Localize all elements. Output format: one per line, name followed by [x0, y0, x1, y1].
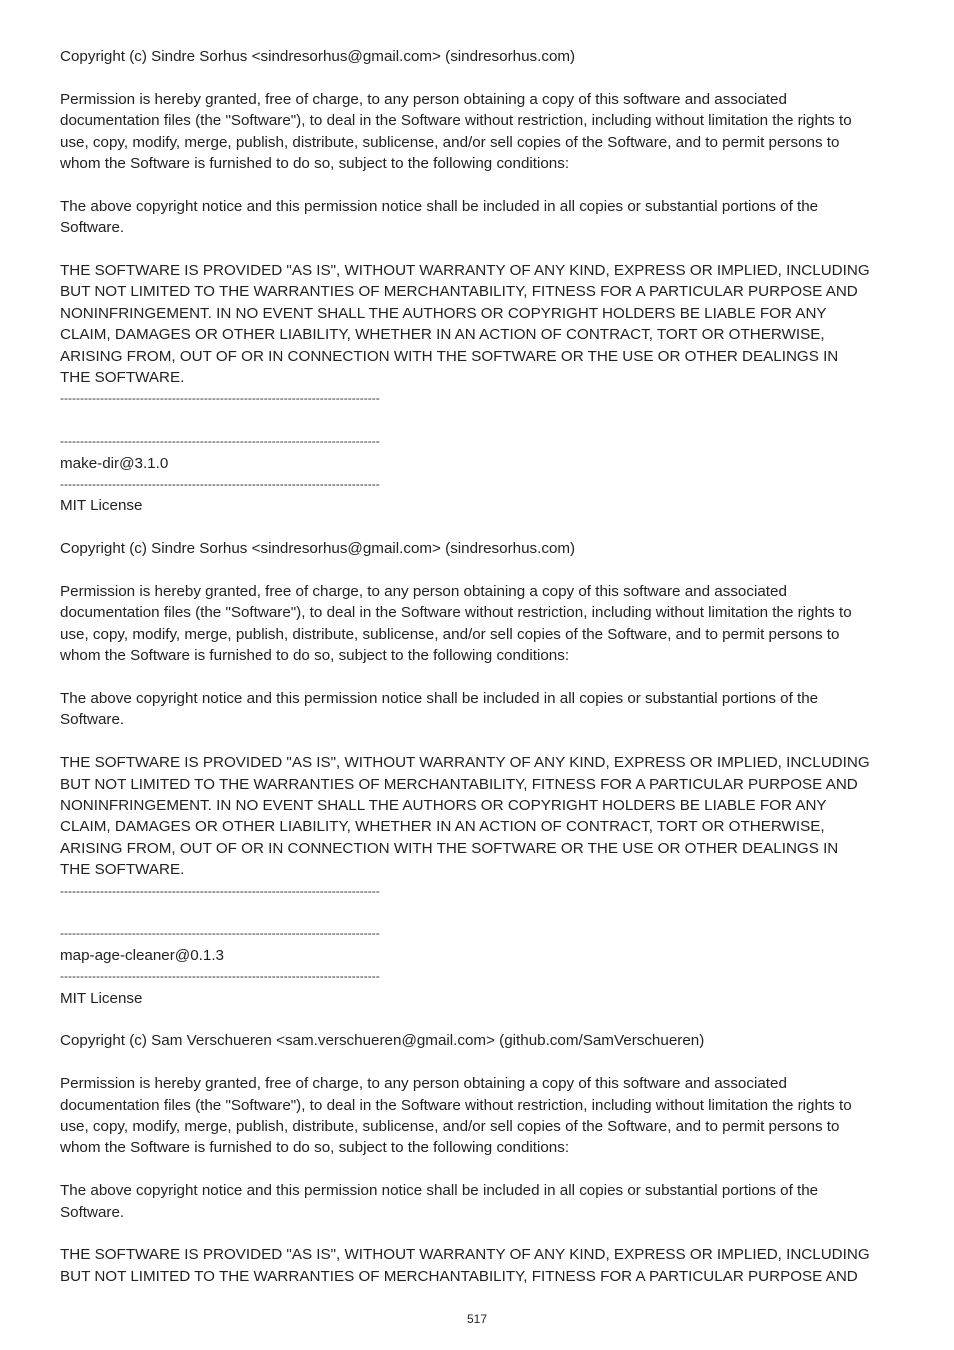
warranty-paragraph: THE SOFTWARE IS PROVIDED "AS IS", WITHOUT WARRANTY OF ANY KIND, EXPRESS OR IMPLIED, INCLUDING BUT NOT LIMITED TO THE WARRANTIES OF MERCHANTABILITY, FITNESS FOR A PARTICULAR PURPOSE AND	[60, 1246, 870, 1285]
permission-paragraph: Permission is hereby granted, free of charge, to any person obtaining a copy of this software and associated documentation files (the "Software"), to deal in the Software without restriction, including without limitation the rights to use, copy, modify, merge, publish, distribute, sublicense, and/or sell copies of the Software, and to permit persons to whom the Software is furnished to do so, subject to the following conditions:	[60, 1075, 852, 1157]
package-name: map-age-cleaner@0.1.3	[60, 946, 225, 964]
copyright-line: Copyright (c) Sam Verschueren <sam.verschueren@gmail.com> (github.com/SamVerschueren)	[60, 1032, 705, 1050]
notice-paragraph: The above copyright notice and this permission notice shall be included in all copies or substantial portions of the Software.	[60, 197, 819, 237]
separator-line: --------------------------------------------------------------------------------	[60, 477, 380, 492]
separator-line: --------------------------------------------------------------------------------	[60, 434, 380, 449]
notice-paragraph: The above copyright notice and this permission notice shall be included in all copies or substantial portions of the Software.	[60, 1182, 819, 1221]
copyright-line: Copyright (c) Sindre Sorhus <sindresorhus@gmail.com> (sindresorhus.com)	[60, 540, 576, 558]
page-number: 517	[466, 1312, 488, 1326]
copyright-line: Copyright (c) Sindre Sorhus <sindresorhus@gmail.com> (sindresorhus.com)	[60, 48, 576, 65]
notice-paragraph: The above copyright notice and this permission notice shall be included in all copies or substantial portions of the Software.	[60, 690, 819, 729]
blank-line	[60, 902, 910, 923]
separator-line: --------------------------------------------------------------------------------	[60, 926, 380, 941]
separator-line: --------------------------------------------------------------------------------	[60, 969, 380, 984]
license-name: MIT License	[60, 497, 143, 515]
package-name: make-dir@3.1.0	[60, 454, 169, 472]
license-document	[60, 46, 910, 1287]
blank-line	[60, 410, 910, 431]
permission-paragraph: Permission is hereby granted, free of charge, to any person obtaining a copy of this software and associated documentation files (the "Software"), to deal in the Software without restriction, including without limitation the rights to use, copy, modify, merge, publish, distribute, sublicense, and/or sell copies of the Software, and to permit persons to whom the Software is furnished to do so, subject to the following conditions:	[60, 90, 852, 173]
license-name: MIT License	[60, 989, 143, 1007]
separator-line: --------------------------------------------------------------------------------	[60, 883, 380, 898]
permission-paragraph: Permission is hereby granted, free of charge, to any person obtaining a copy of this software and associated documentation files (the "Software"), to deal in the Software without restriction, including without limitation the rights to use, copy, modify, merge, publish, distribute, sublicense, and/or sell copies of the Software, and to permit persons to whom the Software is furnished to do so, subject to the following conditions:	[60, 583, 852, 665]
warranty-paragraph: THE SOFTWARE IS PROVIDED "AS IS", WITHOUT WARRANTY OF ANY KIND, EXPRESS OR IMPLIED, INCLUDING BUT NOT LIMITED TO THE WARRANTIES OF MERCHANTABILITY, FITNESS FOR A PARTICULAR PURPOSE AND NONINFRINGEMENT. IN NO EVENT SHALL THE AUTHORS OR COPYRIGHT HOLDERS BE LIABLE FOR ANY CLAIM, DAMAGES OR OTHER LIABILITY, WHETHER IN AN ACTION OF CONTRACT, TORT OR OTHERWISE, ARISING FROM, OUT OF OR IN CONNECTION WITH THE SOFTWARE OR THE USE OR OTHER DEALINGS IN THE SOFTWARE.	[60, 262, 870, 387]
warranty-paragraph: THE SOFTWARE IS PROVIDED "AS IS", WITHOUT WARRANTY OF ANY KIND, EXPRESS OR IMPLIED, INCLUDING BUT NOT LIMITED TO THE WARRANTIES OF MERCHANTABILITY, FITNESS FOR A PARTICULAR PURPOSE AND NONINFRINGEMENT. IN NO EVENT SHALL THE AUTHORS OR COPYRIGHT HOLDERS BE LIABLE FOR ANY CLAIM, DAMAGES OR OTHER LIABILITY, WHETHER IN AN ACTION OF CONTRACT, TORT OR OTHERWISE, ARISING FROM, OUT OF OR IN CONNECTION WITH THE SOFTWARE OR THE USE OR OTHER DEALINGS IN THE SOFTWARE.	[60, 754, 870, 879]
separator-line: --------------------------------------------------------------------------------	[60, 391, 380, 406]
